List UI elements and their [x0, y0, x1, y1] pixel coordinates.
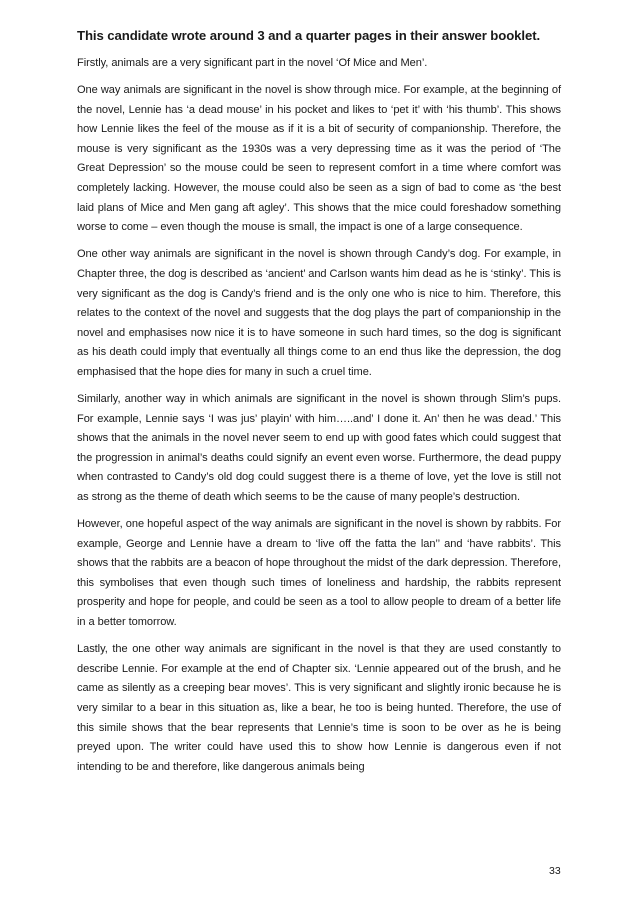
page-number: 33	[549, 865, 561, 877]
paragraph-intro: Firstly, animals are a very significant part in the novel ‘Of Mice and Men’.	[77, 57, 428, 69]
document-heading: This candidate wrote around 3 and a quarter pages in their answer booklet.	[77, 28, 541, 43]
paragraph-rabbits: However, one hopeful aspect of the way animals are significant in the novel is shown by rabbits. For example, George and Lennie have a dream to ‘live off the fatta the lan’’ and ‘have rabbits’. This shows that the rabbits are a beacon of hope throughout the midst of the dark depression. Therefore, this symbolises that even though such times of loneliness and hardship, the rabbits represent prosperity and hope for people, and could be seen as a tool to allow people to dream of a better life in a better tomorrow.	[77, 518, 561, 629]
document-page	[77, 26, 561, 785]
paragraph-candys-dog: One other way animals are significant in the novel is shown through Candy’s dog. For example, in Chapter three, the dog is described as ‘ancient’ and Carlson wants him dead as he is ‘stinky’. This is very significant as the dog is Candy’s friend and is the only one who is nice to him. Therefore, this relates to the context of the novel and suggests that the dog plays the part of companionship in the novel and emphasises now nice it is to have someone in such hard times, so the dog is significant as his death could imply that eventually all things come to an end thus like the depression, the dog emphasised that the hope dies for many in such a cruel time.	[77, 248, 561, 378]
paragraph-slims-pups: Similarly, another way in which animals are significant in the novel is shown through Slim’s pups. For example, Lennie says ‘I was jus’ playin’ with him…..and’ I done it. An’ then he was dead.’ This shows that the animals in the novel never seem to end up with good fates which could suggest that the progression in animal’s deaths could signify an event even worse. Furthermore, the dead puppy when contrasted to Candy’s old dog could suggest there is a theme of love, yet the love is still not as strong as the theme of death which seems to be the cause of many people’s destruction.	[77, 393, 561, 503]
paragraph-mice: One way animals are significant in the novel is show through mice. For example, at the beginning of the novel, Lennie has ‘a dead mouse’ in his pocket and likes to ‘pet it’ with ‘his thumb’. This shows how Lennie likes the feel of the mouse as if it is a bit of security of companionship. Therefore, the mouse is very significant as the 1930s was a very depressing time as it was the period of ‘The Great Depression’ so the mouse could be seen to represent comfort in a time where comfort was completely lacking. However, the mouse could also be seen as a sign of bad to come as ‘the best laid plans of Mice and Men gang aft agley’. This shows that the mice could foreshadow something worse to come – even though the mouse is small, the impact is one of a large consequence.	[77, 84, 561, 234]
paragraph-bear: Lastly, the one other way animals are significant in the novel is that they are used constantly to describe Lennie. For example at the end of Chapter six. ‘Lennie appeared out of the brush, and he came as silently as a creeping bear moves’. This is very significant and slightly ironic because he is very similar to a bear in this situation as, like a bear, he too is being hunted. Therefore, the use of this simile shows that the bear represents that Lennie’s time is soon to be over as he is being preyed upon. The writer could have used this to show how Lennie is dangerous even if not intending to be and therefore, like dangerous animals being	[77, 643, 561, 773]
